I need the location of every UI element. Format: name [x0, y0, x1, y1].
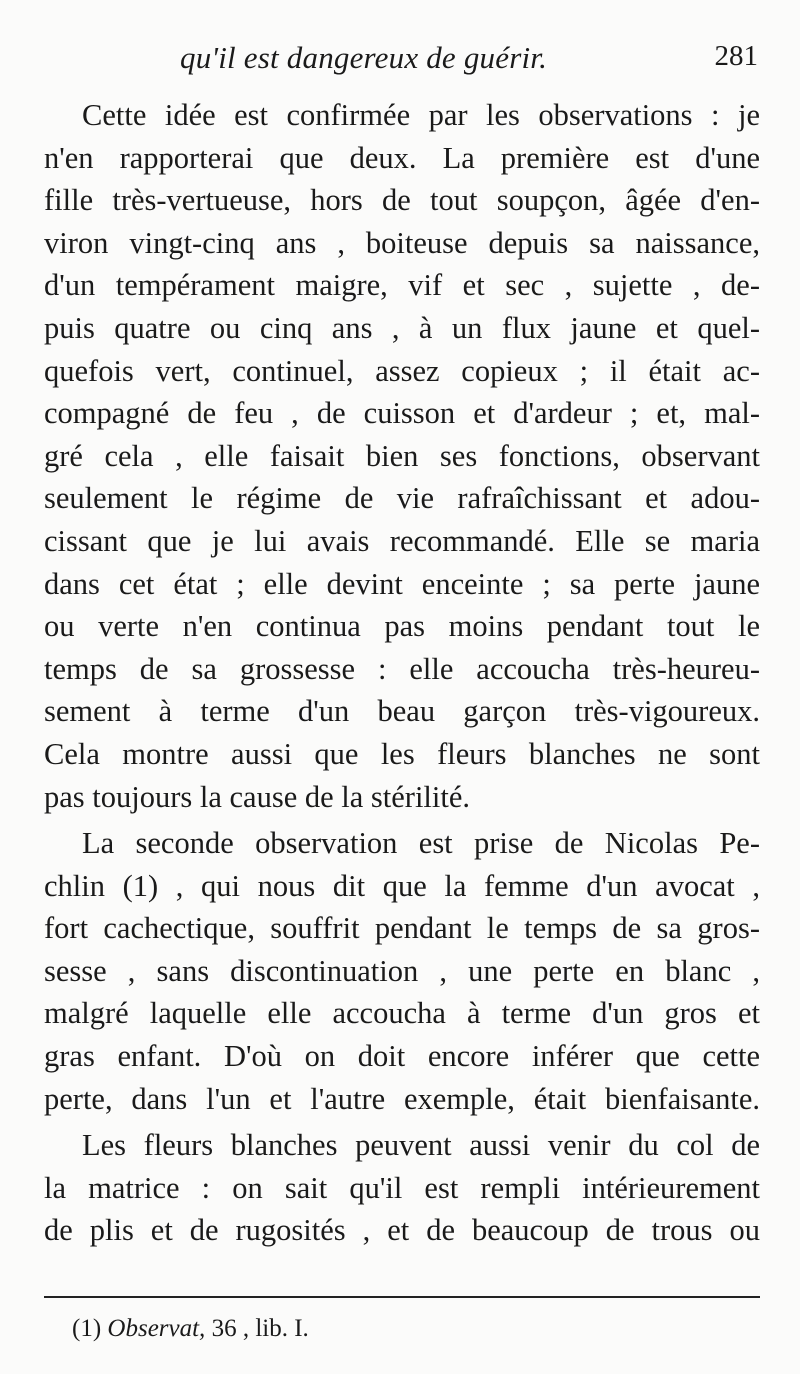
- text-line: viron vingt-cinq ans , boiteuse depuis sa naissance,: [44, 225, 760, 260]
- text-line: chlin (1) , qui nous dit que la femme d'un avocat ,: [44, 868, 760, 903]
- footnote-reference: 36 , lib. I.: [211, 1315, 309, 1342]
- paragraph-3: [44, 1124, 760, 1252]
- footnote-marker: (1): [72, 1315, 102, 1342]
- text-line: la matrice : on sait qu'il est rempli intérieurement: [44, 1170, 760, 1205]
- text-line: fort cachectique, souffrit pendant le temps de sa gros-: [44, 911, 760, 946]
- text-line: sement à terme d'un beau garçon très-vigoureux.: [44, 694, 760, 729]
- text-line: temps de sa grossesse : elle accoucha très-heureu-: [44, 651, 760, 686]
- text-line: gras enfant. D'où on doit encore inférer que cette: [44, 1039, 760, 1074]
- text-line: dans cet état ; elle devint enceinte ; sa perte jaune: [44, 566, 760, 601]
- paragraph-1: [44, 94, 760, 818]
- paragraph-2: [44, 822, 760, 1120]
- footnote: [72, 1312, 309, 1346]
- body-text: [44, 94, 760, 1256]
- text-line: gré cela , elle faisait bien ses fonctions, observant: [44, 438, 760, 473]
- text-line: d'un tempérament maigre, vif et sec , sujette , de-: [44, 268, 760, 303]
- text-line: de plis et de rugosités , et de beaucoup de trous ou: [44, 1213, 760, 1248]
- text-line: perte, dans l'un et l'autre exemple, était bienfaisante.: [44, 1081, 760, 1116]
- footnote-rule: [44, 1296, 760, 1298]
- text-line: sesse , sans discontinuation , une perte en blanc ,: [44, 953, 760, 988]
- text-line: La seconde observation est prise de Nicolas Pe-: [82, 826, 760, 861]
- text-line: ou verte n'en continua pas moins pendant tout le: [44, 609, 760, 644]
- running-title: qu'il est dangereux de guérir.: [180, 40, 548, 75]
- text-line: quefois vert, continuel, assez copieux ; il était ac-: [44, 353, 760, 388]
- text-line: Cette idée est confirmée par les observations : je: [82, 98, 760, 132]
- page-number: 281: [714, 40, 758, 72]
- text-line: n'en rapporterai que deux. La première est d'une: [44, 140, 760, 175]
- text-line: Cela montre aussi que les fleurs blanches ne sont: [44, 736, 760, 771]
- text-line: pas toujours la cause de la stérilité.: [44, 779, 471, 814]
- text-line: seulement le régime de vie rafraîchissant et adou-: [44, 481, 760, 516]
- text-line: compagné de feu , de cuisson et d'ardeur ; et, mal-: [44, 396, 760, 431]
- running-head: [0, 40, 800, 90]
- text-line: Les fleurs blanches peuvent aussi venir du col de: [82, 1128, 760, 1163]
- text-line: puis quatre ou cinq ans , à un flux jaune et quel-: [44, 310, 760, 345]
- footnote-work: Observat,: [107, 1315, 206, 1342]
- text-line: cissant que je lui avais recommandé. Elle se maria: [44, 523, 760, 558]
- text-line: fille très-vertueuse, hors de tout soupçon, âgée d'en-: [44, 183, 760, 218]
- text-line: malgré laquelle elle accoucha à terme d'un gros et: [44, 996, 760, 1031]
